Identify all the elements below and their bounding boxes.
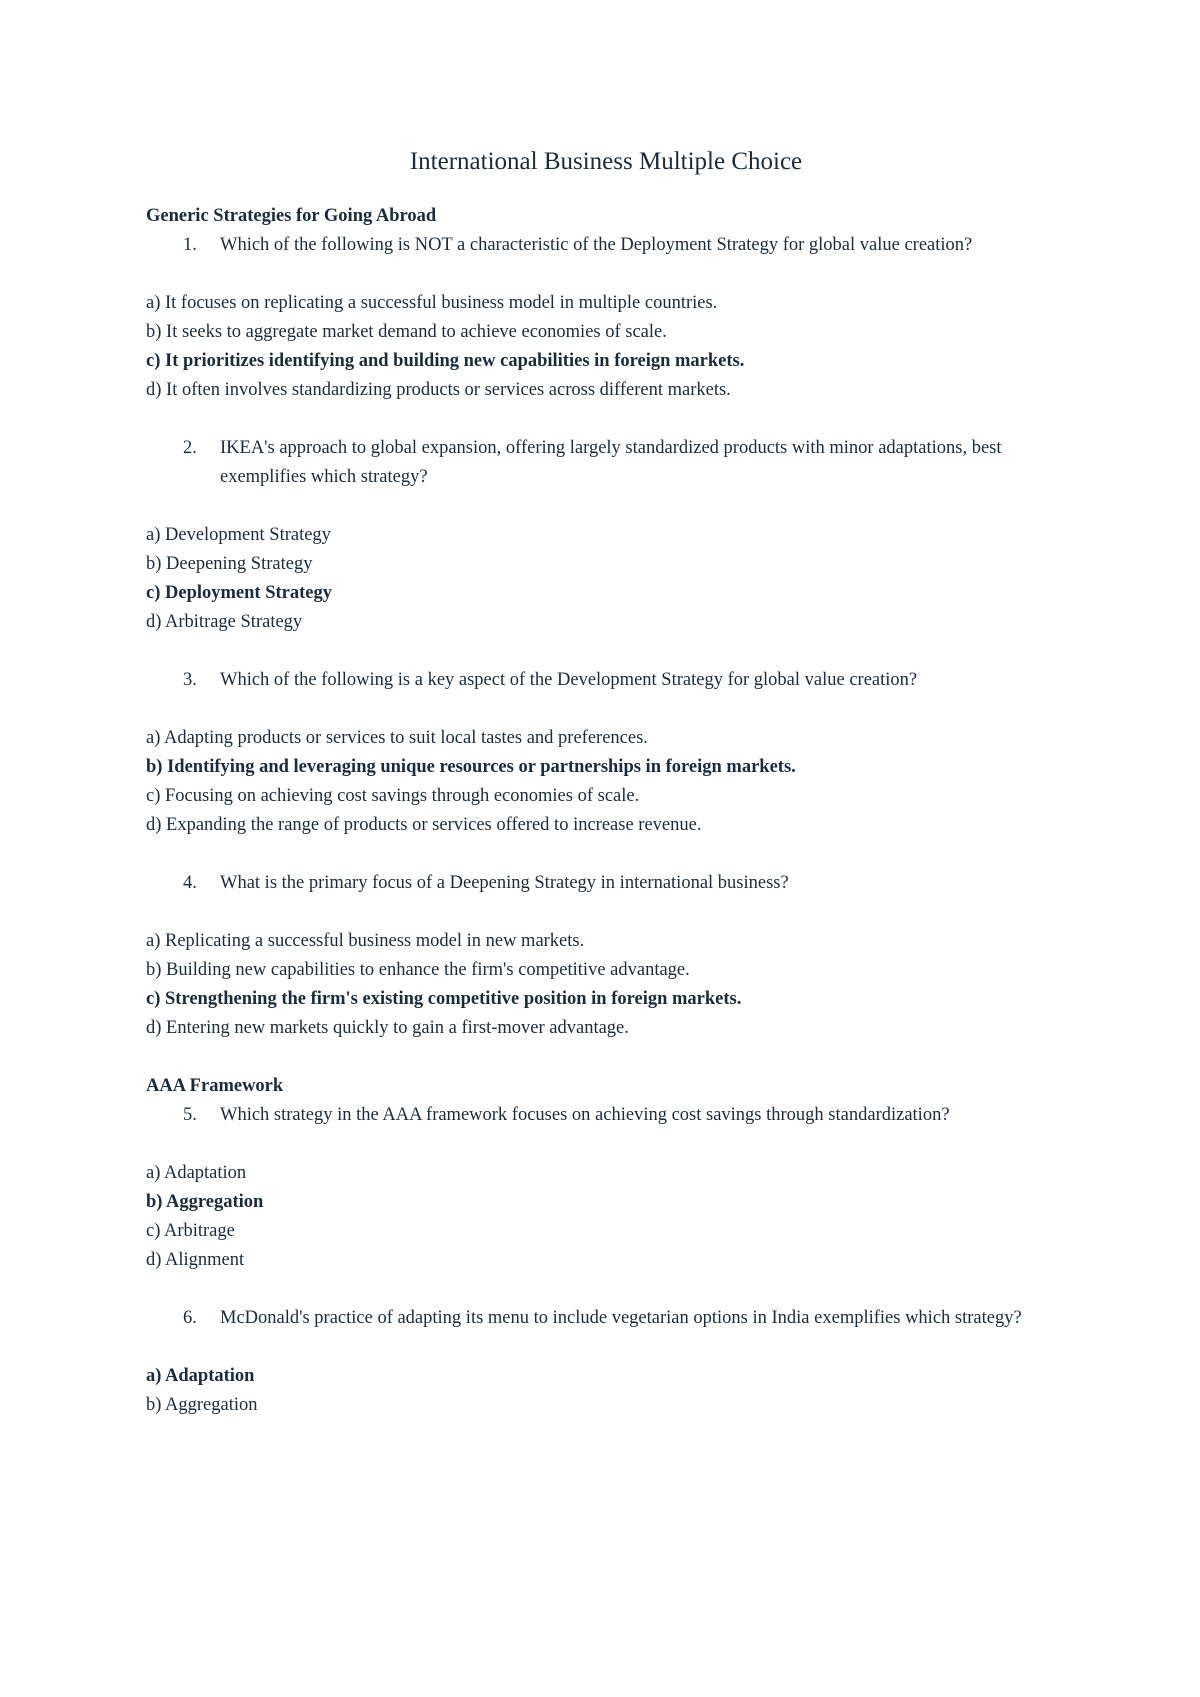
answer-options [146,1362,1066,1420]
question-block [146,434,1066,637]
answer-options [146,724,1066,840]
question [146,231,1066,260]
answer-option-correct: a) Adaptation [146,1366,255,1386]
sections-container [146,202,1066,1420]
answer-option: b) Aggregation [146,1395,258,1415]
question-text: McDonald's practice of adapting its menu to include vegetarian options in India exemplifies which strategy? [220,1308,1022,1328]
question [146,1304,1066,1333]
question-block [146,1101,1066,1275]
answer-option-correct: c) Deployment Strategy [146,583,332,603]
page-title: International Business Multiple Choice [409,148,803,175]
question [146,434,1066,492]
section [146,1072,1066,1420]
question-block [146,666,1066,840]
answer-option: c) Arbitrage [146,1221,235,1241]
answer-option: d) Alignment [146,1250,245,1270]
question-text: Which of the following is NOT a characteristic of the Deployment Strategy for global value creation? [220,235,973,255]
question [146,1101,1066,1130]
answer-option: a) It focuses on replicating a successful business model in multiple countries. [146,293,718,313]
question-block [146,231,1066,405]
question [146,869,1066,898]
answer-option: d) Expanding the range of products or services offered to increase revenue. [146,815,702,835]
question-number: 6. [183,1308,197,1328]
question-text: What is the primary focus of a Deepening Strategy in international business? [220,873,789,893]
answer-option: b) Deepening Strategy [146,554,313,574]
answer-option: a) Replicating a successful business model in new markets. [146,931,585,951]
question-text: IKEA's approach to global expansion, offering largely standardized products with minor adaptations, best exemplifies which strategy? [220,438,1002,487]
answer-options [146,289,1066,405]
question-number: 2. [183,438,197,458]
question-number: 4. [183,873,197,893]
question-text: Which of the following is a key aspect of the Development Strategy for global value creation? [220,670,918,690]
answer-option: d) Arbitrage Strategy [146,612,303,632]
answer-option: d) Entering new markets quickly to gain a first-mover advantage. [146,1018,629,1038]
question-number: 5. [183,1105,197,1125]
section-heading: Generic Strategies for Going Abroad [146,206,437,226]
answer-option-correct: c) Strengthening the firm's existing competitive position in foreign markets. [146,989,742,1009]
answer-option: b) It seeks to aggregate market demand to achieve economies of scale. [146,322,667,342]
answer-options [146,927,1066,1043]
answer-option-correct: b) Identifying and leveraging unique resources or partnerships in foreign markets. [146,757,796,777]
answer-option-correct: c) It prioritizes identifying and building new capabilities in foreign markets. [146,351,745,371]
answer-option-correct: b) Aggregation [146,1192,264,1212]
answer-options [146,521,1066,637]
question-number: 3. [183,670,197,690]
question [146,666,1066,695]
section-heading: AAA Framework [146,1076,284,1096]
section [146,202,1066,1043]
answer-option: a) Adaptation [146,1163,247,1183]
document-content [146,145,1066,1449]
answer-option: d) It often involves standardizing products or services across different markets. [146,380,731,400]
answer-option: b) Building new capabilities to enhance the firm's competitive advantage. [146,960,690,980]
question-text: Which strategy in the AAA framework focuses on achieving cost savings through standardization? [220,1105,950,1125]
question-block [146,869,1066,1043]
answer-option: a) Development Strategy [146,525,331,545]
question-number: 1. [183,235,197,255]
answer-option: a) Adapting products or services to suit local tastes and preferences. [146,728,648,748]
answer-options [146,1159,1066,1275]
question-block [146,1304,1066,1420]
answer-option: c) Focusing on achieving cost savings through economies of scale. [146,786,640,806]
